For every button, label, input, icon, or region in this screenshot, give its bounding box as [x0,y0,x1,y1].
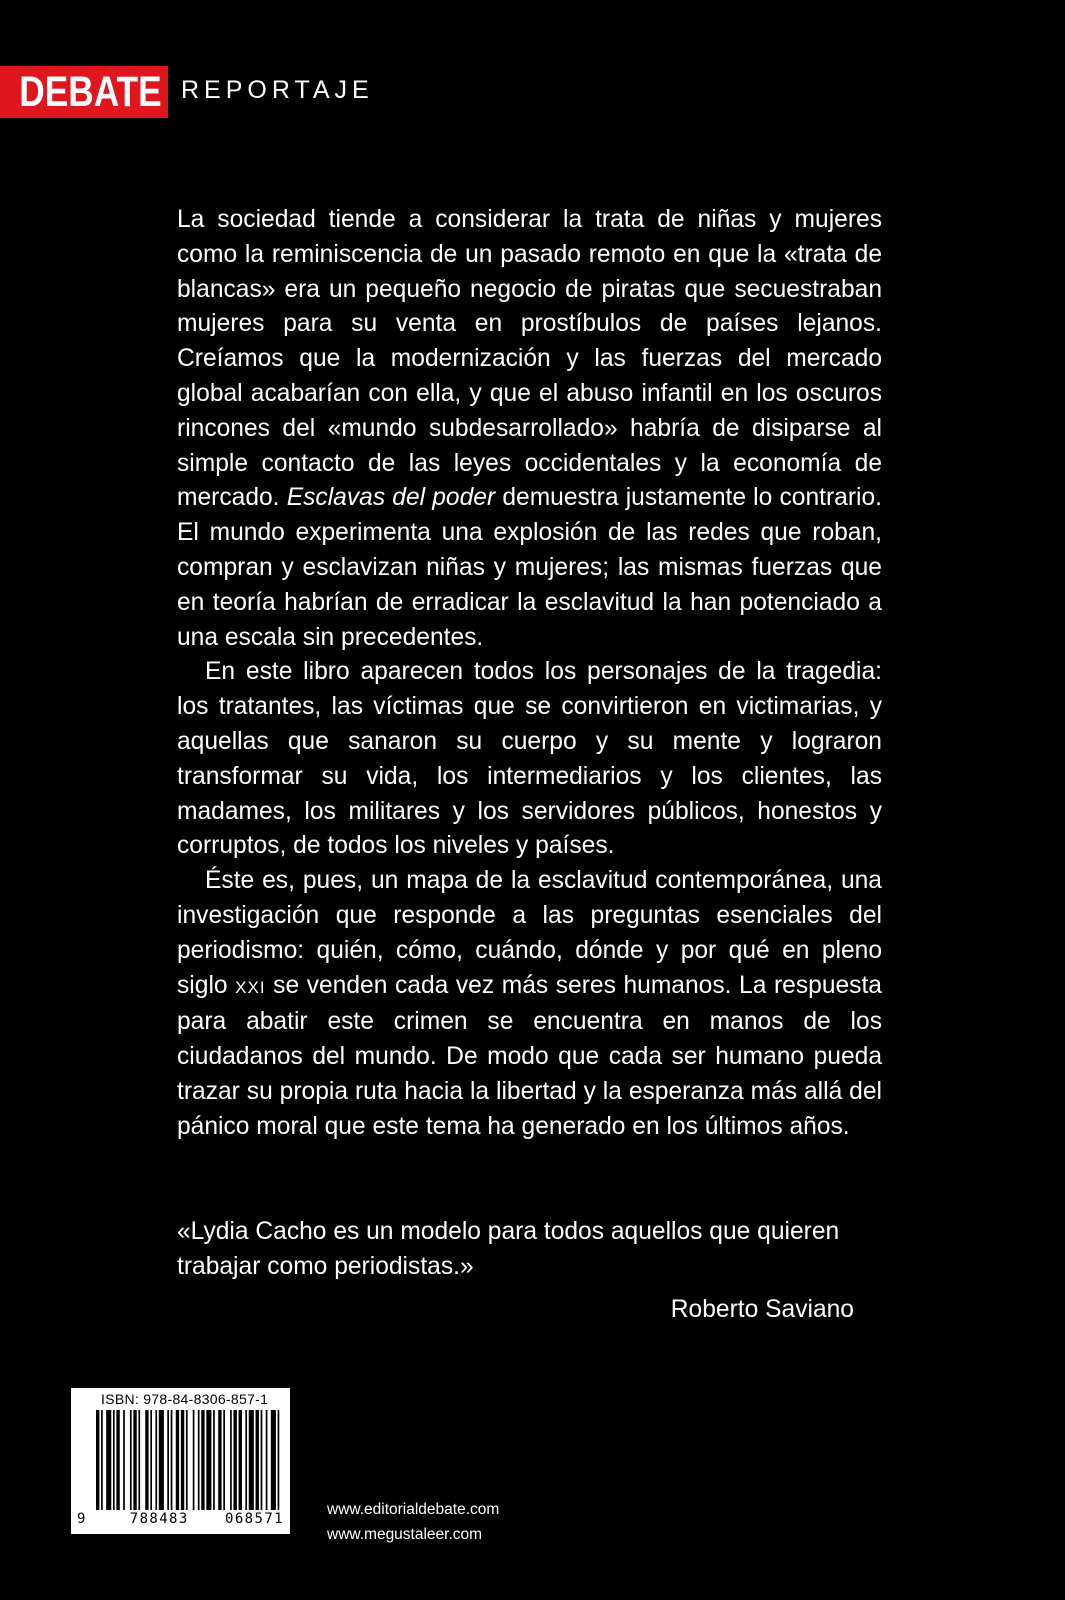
barcode-digits-left: 788483 [129,1511,189,1527]
website-link-2[interactable]: www.megustaleer.com [327,1526,483,1543]
barcode-bar [256,1410,259,1510]
barcode-bar [230,1410,232,1510]
barcode-bar [138,1410,140,1510]
blurb-p3-text-b: se venden cada vez más seres humanos. La respuesta para abatir este crimen se encuentra en manos de los ciudadanos del mundo. De modo que cada ser humano pueda trazar su propia ruta hacia la libertad y la esperanza más allá del pánico moral que este tema ha generado en los últimos años. [177,971,882,1140]
barcode-bar [159,1410,164,1510]
endorsement-quote: «Lydia Cacho es un modelo para todos aquellos que quieren trabajar como periodistas.» [177,1218,840,1280]
barcode-bar [123,1410,125,1510]
barcode-digit-lead: 9 [77,1511,86,1527]
barcode-bar [96,1410,99,1510]
barcode-bar [193,1410,195,1510]
barcode-bar [167,1410,169,1510]
barcode-bar [266,1410,268,1510]
website-link-1[interactable]: www.editorialdebate.com [327,1501,500,1518]
blurb-paragraph-3 [177,864,882,1144]
blurb-paragraph-2: En este libro aparecen todos los personajes de la tragedia: los tratantes, las víctimas que se convirtieron en victimarias, y aquellas que sanaron su cuerpo y su mente y lograron transformar su vida, los intermediarios y los clientes, las madames, los militares y los servidores públicos, honestos y corruptos, de todos los niveles y países. [177,658,882,860]
barcode-bar [106,1410,111,1510]
barcode-bar [271,1410,276,1510]
barcode-bar [198,1410,200,1510]
barcode-bar [133,1410,136,1510]
barcode-bar [130,1410,132,1510]
barcode-bar [249,1410,254,1510]
barcode-bar [171,1410,173,1510]
blurb-p3-text-a: Éste es, pues, un mapa de la esclavitud contemporánea, una investigación que responde a las preguntas esenciales del periodismo: quién, cómo, cuándo, dónde y por qué en pleno siglo [177,867,882,999]
barcode-bar [201,1410,204,1510]
barcode-bar [239,1410,242,1510]
barcode-bar [181,1410,184,1510]
barcode-digits [77,1511,284,1527]
barcode-bar [218,1410,221,1510]
endorsement-author: Roberto Saviano [670,1296,854,1323]
barcode-bar [113,1410,115,1510]
barcode-bar [186,1410,188,1510]
barcode-bar [145,1410,148,1510]
barcode-bar [150,1410,152,1510]
debate-logo [0,66,168,118]
publisher-websites [327,1497,499,1547]
isbn-label: ISBN: 978-84-8306-857-1 [101,1391,269,1407]
barcode-bar [261,1410,263,1510]
blurb-p1-text-a: La sociedad tiende a considerar la trata de niñas y mujeres como la reminiscencia de un pasado remoto en que la «trata de blancas» era un pequeño negocio de piratas que secuestraban mujeres para su venta en prostíbulos de países lejanos. Creíamos que la modernización y las fuerzas del mercado global acabarían con ella, y que el abuso infantil en los oscuros rincones del «mundo subdesarrollado» habría de disiparse al simple contacto de las leyes occidentales y la economía de mercado. [177,206,882,512]
barcode-bar [206,1410,211,1510]
barcode-digits-right: 068571 [225,1511,284,1527]
back-cover-blurb [177,203,882,1145]
barcode-bar [155,1410,157,1510]
brand-name: DEBATE [19,67,162,116]
blurb-paragraph-1 [177,203,882,655]
barcode-bar [101,1410,103,1510]
barcode-bar [176,1410,179,1510]
collection-label: REPORTAJE [181,76,374,104]
century-numeral: XXI [235,977,266,997]
barcode-bar [223,1410,225,1510]
book-title: Esclavas del poder [286,484,496,512]
barcode-bars [96,1410,281,1510]
barcode-bar [278,1410,280,1510]
isbn-barcode [71,1388,290,1534]
barcode-bar [116,1410,119,1510]
barcode-bar [245,1410,247,1510]
barcode-bar [233,1410,236,1510]
blurb-p1-text-b: demuestra justamente lo contrario. El mundo experimenta una explosión de las redes que roban, compran y esclavizan niñas y mujeres; las mismas fuerzas que en teoría habrían de erradicar la esclavitud la han potenciado a una escala sin precedentes. [177,484,882,651]
barcode-bar [213,1410,215,1510]
